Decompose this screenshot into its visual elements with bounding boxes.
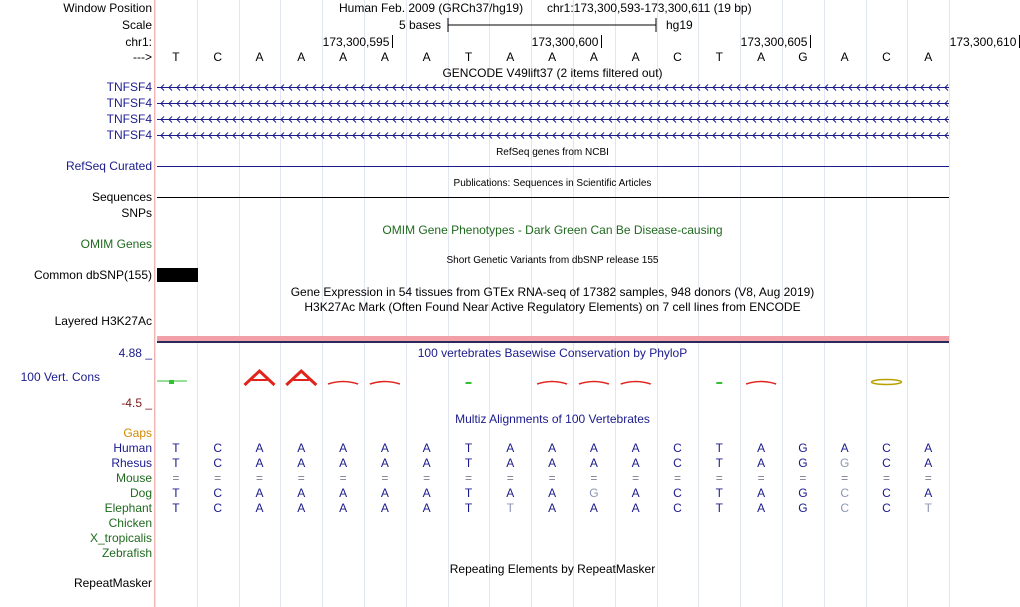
sequence-base: A: [380, 50, 389, 64]
alignment-base: G: [798, 441, 808, 455]
conservation-peak: [370, 382, 400, 385]
alignment-base: =: [464, 471, 472, 485]
repeatmasker-label[interactable]: RepeatMasker: [73, 576, 152, 590]
dbsnp-label[interactable]: Common dbSNP(155): [33, 268, 152, 282]
species-label[interactable]: Mouse: [115, 471, 152, 485]
scale-label: Scale: [121, 18, 152, 32]
gencode-feature[interactable]: [157, 96, 949, 112]
alignment-base: G: [798, 486, 808, 500]
conservation-min: -4.5 _: [121, 396, 152, 410]
sequence-base: A: [589, 50, 598, 64]
coordinate-tick: [601, 35, 602, 48]
alignment-base: A: [589, 501, 598, 515]
alignment-base: =: [632, 471, 640, 485]
omim-track-title[interactable]: OMIM Gene Phenotypes - Dark Green Can Be Disease-causing: [382, 223, 723, 237]
alignment-base: A: [631, 456, 640, 470]
alignment-base: A: [548, 501, 557, 515]
gtex-track-title[interactable]: Gene Expression in 54 tissues from GTEx RNA-seq of 17382 samples, 948 donors (V8, Aug 2019): [290, 285, 815, 299]
alignment-base: =: [882, 471, 890, 485]
alignment-base: A: [924, 441, 933, 455]
species-label[interactable]: X_tropicalis: [89, 531, 152, 545]
refseq-feature-line[interactable]: [157, 166, 949, 167]
publications-feature-line[interactable]: [157, 197, 949, 198]
dbsnp-track-title[interactable]: Short Genetic Variants from dbSNP release 155: [446, 255, 659, 266]
alignment-base: =: [548, 471, 556, 485]
alignment-base: A: [297, 501, 306, 515]
assembly-text: Human Feb. 2009 (GRCh37/hg19): [339, 1, 524, 15]
conservation-peak: [579, 382, 609, 385]
sequence-base: A: [757, 50, 766, 64]
sequence-base: C: [213, 50, 223, 64]
alignment-base: A: [297, 486, 306, 500]
gencode-gene-label[interactable]: TNFSF4: [106, 128, 152, 142]
sequence-base: C: [673, 50, 682, 64]
publications-label[interactable]: Sequences: [91, 190, 152, 204]
conservation-peak: [621, 382, 651, 385]
alignment-base: A: [339, 501, 348, 515]
species-label[interactable]: Human: [113, 441, 152, 455]
conservation-peak: [286, 371, 316, 385]
sequence-base: A: [422, 50, 431, 64]
alignment-base: C: [673, 501, 682, 515]
alignment-base: C: [213, 441, 223, 455]
alignment-base: C: [673, 456, 682, 470]
alignment-base: A: [631, 501, 640, 515]
alignment-base: A: [422, 501, 431, 515]
alignment-base: A: [255, 441, 264, 455]
alignment-base: C: [882, 486, 891, 500]
sequence-base: A: [631, 50, 640, 64]
alignment-base: A: [589, 441, 598, 455]
chrom-label: chr1:: [125, 35, 152, 49]
coordinate-tick: [810, 35, 811, 48]
sequence-base: T: [172, 50, 180, 64]
sequence-base: A: [297, 50, 306, 64]
h3k27ac-label[interactable]: Layered H3K27Ac: [54, 314, 152, 328]
alignment-base: T: [715, 456, 723, 470]
alignment-base: T: [172, 486, 180, 500]
alignment-base: A: [548, 441, 557, 455]
dbsnp-variant-box[interactable]: [157, 268, 198, 282]
species-label[interactable]: Elephant: [104, 501, 152, 515]
alignment-base: A: [506, 441, 515, 455]
alignment-base: A: [840, 441, 849, 455]
alignment-base: T: [464, 441, 473, 455]
alignment-base: C: [840, 486, 850, 500]
alignment-base: A: [631, 486, 640, 500]
species-label[interactable]: Dog: [129, 486, 152, 500]
alignment-base: A: [380, 486, 389, 500]
alignment-base: A: [757, 486, 766, 500]
alignment-base: A: [255, 486, 264, 500]
alignment-base: T: [715, 501, 723, 515]
strand-label: --->: [133, 50, 152, 64]
alignment-base: A: [757, 441, 766, 455]
alignment-base: A: [548, 486, 557, 500]
alignment-base: A: [757, 501, 766, 515]
gencode-feature[interactable]: [157, 112, 949, 128]
conservation-peak: [537, 382, 567, 385]
alignment-base: T: [506, 501, 514, 515]
alignment-base: =: [339, 471, 347, 485]
conservation-peak: [746, 382, 776, 385]
alignment-base: A: [255, 456, 264, 470]
alignment-base: A: [757, 456, 766, 470]
alignment-base: C: [213, 486, 223, 500]
alignment-base: =: [715, 471, 723, 485]
conservation-graph[interactable]: [155, 368, 950, 392]
alignment-base: A: [297, 441, 306, 455]
sequence-base: T: [715, 50, 723, 64]
refseq-track-title[interactable]: RefSeq genes from NCBI: [496, 147, 609, 158]
alignment-base: =: [924, 471, 932, 485]
snps-label[interactable]: SNPs: [121, 206, 152, 220]
alignment-base: T: [715, 441, 723, 455]
alignment-base: A: [380, 441, 389, 455]
alignment-base: C: [840, 501, 850, 515]
alignment-base: T: [172, 501, 180, 515]
alignment-base: A: [422, 441, 431, 455]
alignment-base: C: [882, 441, 891, 455]
alignment-base: A: [422, 456, 431, 470]
strand-arrows-icon: [157, 112, 949, 128]
alignment-base: G: [589, 486, 599, 500]
alignment-base: A: [422, 486, 431, 500]
gaps-label[interactable]: Gaps: [123, 426, 152, 440]
alignment-base: =: [841, 471, 849, 485]
alignment-base: A: [339, 486, 348, 500]
coordinate-label: 173,300,610: [949, 35, 1017, 49]
coordinate-tick: [392, 35, 393, 48]
alignment-base: T: [464, 501, 473, 515]
alignment-base: G: [840, 456, 850, 470]
alignment-base: T: [464, 456, 473, 470]
alignment-base: A: [589, 456, 598, 470]
alignment-base: A: [339, 441, 348, 455]
alignment-base: A: [924, 486, 933, 500]
alignment-base: T: [464, 486, 473, 500]
alignment-base: =: [255, 471, 263, 485]
sequence-base: A: [255, 50, 264, 64]
gencode-feature[interactable]: [157, 128, 949, 144]
repeatmasker-track-title[interactable]: Repeating Elements by RepeatMasker: [449, 562, 656, 576]
alignment-base: C: [882, 456, 891, 470]
h3k27ac-track-title[interactable]: H3K27Ac Mark (Often Found Near Active Regulatory Elements) on 7 cell lines from ENCODE: [304, 300, 801, 314]
conservation-track-title[interactable]: 100 vertebrates Basewise Conservation by PhyloP: [417, 346, 688, 360]
alignment-base: T: [924, 501, 932, 515]
alignment-base: C: [673, 441, 682, 455]
alignment-base: A: [380, 456, 389, 470]
h3k27ac-baseline: [157, 341, 949, 343]
refseq-label[interactable]: RefSeq Curated: [65, 159, 152, 173]
alignment-base: =: [214, 471, 222, 485]
alignment-base: T: [172, 456, 180, 470]
alignment-base: A: [506, 456, 515, 470]
sequence-base: A: [548, 50, 557, 64]
alignment-base: T: [172, 441, 180, 455]
alignment-base: A: [255, 501, 264, 515]
alignment-base: A: [339, 456, 348, 470]
species-label[interactable]: Zebrafish: [101, 546, 152, 560]
alignment-base: =: [297, 471, 305, 485]
multiz-track-title[interactable]: Multiz Alignments of 100 Vertebrates: [455, 412, 650, 426]
window-position-label: Window Position: [63, 1, 152, 15]
position-text: chr1:173,300,593-173,300,611 (19 bp): [547, 1, 752, 15]
conservation-label[interactable]: 100 Vert. Cons: [20, 370, 100, 384]
species-label[interactable]: Chicken: [108, 516, 152, 530]
gencode-gene-label[interactable]: TNFSF4: [106, 96, 152, 110]
sequence-base: A: [840, 50, 849, 64]
sequence-base: G: [798, 50, 808, 64]
conservation-max: 4.88 _: [118, 346, 152, 360]
coordinate-label: 173,300,605: [740, 35, 808, 49]
strand-arrows-icon: [157, 80, 949, 96]
alignment-base: G: [798, 501, 808, 515]
alignment-base: =: [172, 471, 180, 485]
alignment-base: A: [548, 456, 557, 470]
alignment-base: =: [673, 471, 681, 485]
alignment-base: A: [297, 456, 306, 470]
sequence-base: A: [924, 50, 933, 64]
sequence-base: C: [882, 50, 891, 64]
alignment-base: C: [882, 501, 891, 515]
conservation-peak: [328, 382, 358, 385]
conservation-peak: [245, 371, 275, 385]
omim-label[interactable]: OMIM Genes: [80, 237, 152, 251]
alignment-base: A: [380, 501, 389, 515]
scale-bar-text: 5 bases: [399, 18, 442, 32]
gencode-gene-label[interactable]: TNFSF4: [106, 112, 152, 126]
scale-bar: [446, 17, 660, 33]
alignment-base: =: [757, 471, 765, 485]
alignment-base: A: [924, 456, 933, 470]
alignment-base: =: [799, 471, 807, 485]
alignment-base: =: [423, 471, 431, 485]
alignment-base: =: [590, 471, 598, 485]
alignment-base: A: [631, 441, 640, 455]
gencode-track-title[interactable]: GENCODE V49lift37 (2 items filtered out): [442, 66, 663, 80]
alignment-base: =: [506, 471, 514, 485]
publications-track-title[interactable]: Publications: Sequences in Scientific Articles: [453, 178, 652, 189]
sequence-base: T: [464, 50, 473, 64]
alignment-base: T: [715, 486, 723, 500]
alignment-base: C: [673, 486, 682, 500]
alignment-base: C: [213, 501, 223, 515]
coordinate-label: 173,300,595: [322, 35, 390, 49]
alignment-base: =: [381, 471, 389, 485]
gencode-feature[interactable]: [157, 80, 949, 96]
coordinate-label: 173,300,600: [531, 35, 599, 49]
strand-arrows-icon: [157, 128, 949, 144]
gencode-gene-label[interactable]: TNFSF4: [106, 80, 152, 94]
sequence-base: A: [339, 50, 348, 64]
alignment-base: A: [506, 486, 515, 500]
strand-arrows-icon: [157, 96, 949, 112]
sequence-base: A: [506, 50, 515, 64]
conservation-dip: [872, 380, 902, 385]
species-label[interactable]: Rhesus: [111, 456, 152, 470]
alignment-base: G: [798, 456, 808, 470]
scale-db: hg19: [666, 18, 693, 32]
alignment-base: C: [213, 456, 223, 470]
